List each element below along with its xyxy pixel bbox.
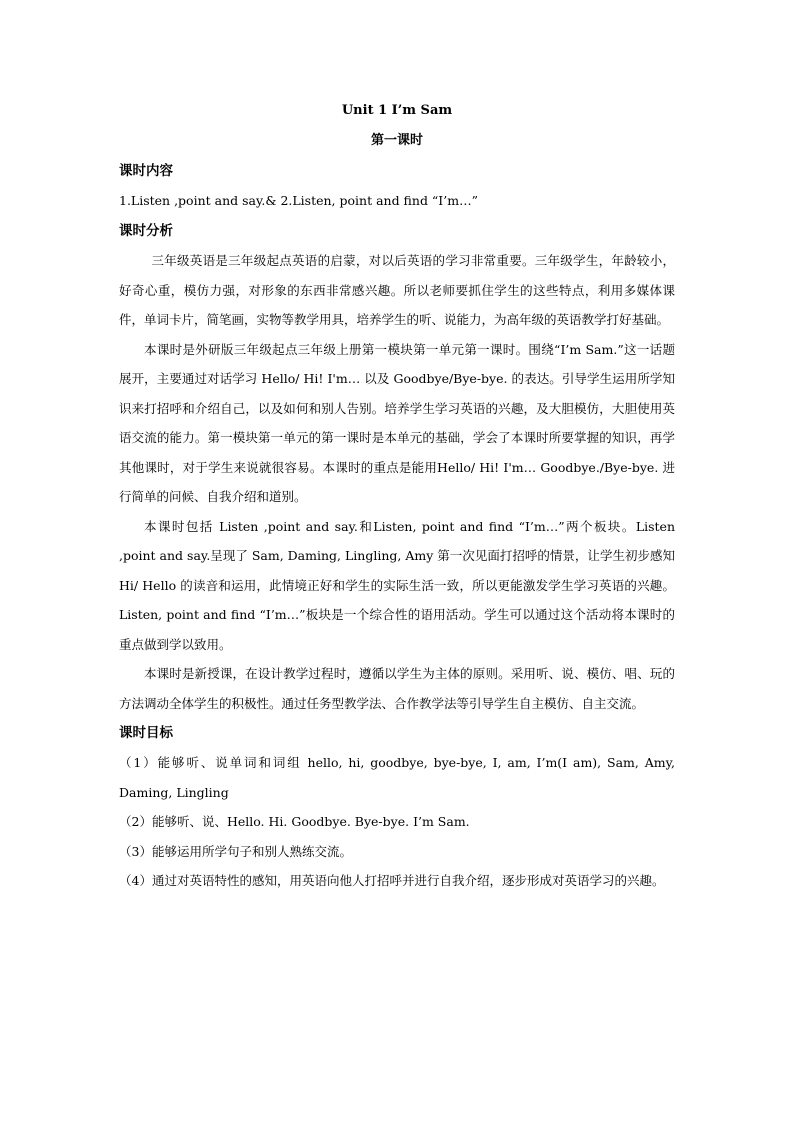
analysis-paragraph: 本课时是外研版三年级起点三年级上册第一模块第一单元第一课时。围绕“I’m Sam.”这一话题展开，主要通过对话学习 Hello/ Hi! I'm… 以及 Goodbye/Bye-bye. 的表达。引导学生运用所学知识来打招呼和介绍自己，以及如何和别人告别。培养学生学习英语的兴趣，及大胆模仿，大胆使用英语交流的能力。第一模块第一单元的第一课时是本单元的基础，学会了本课时所要掌握的知识，再学其他课时，对于学生来说就很容易。本课时的重点是能用Hello/ Hi! I'm… Goodbye./Bye-bye. 进行简单的问候、自我介绍和道别。 — [119, 341, 675, 504]
objective-item: （2）能够听、说、Hello. Hi. Goodbye. Bye-bye. I’m Sam. — [119, 814, 470, 829]
content-text: 1.Listen ,point and say.& 2.Listen, point and find “I’m…” — [119, 193, 478, 208]
document-title: Unit 1 I’m Sam — [341, 103, 453, 118]
objective-item: （3）能够运用所学句子和别人熟练交流。 — [119, 843, 352, 859]
analysis-paragraph: 本课时包括 Listen ,point and say.和Listen, point and find “I’m…”两个板块。Listen ,point and say.呈现了 Sam, Daming, Lingling, Amy 第一次见面打招呼的情景，让学生初步感知 Hi/ Hello 的读音和运用，此情境正好和学生的实际生活一致，所以更能激发学生学习英语的兴趣。Listen, point and find “I’m…”板块是一个综合性的语用活动。学生可以通过这个活动将本课时的重点做到学以致用。 — [119, 518, 675, 652]
analysis-paragraph: 本课时是新授课，在设计教学过程时，遵循以学生为主体的原则。采用听、说、模仿、唱、玩的方法调动全体学生的积极性。通过任务型教学法、合作教学法等引导学生自主模仿、自主交流。 — [119, 666, 675, 711]
section-heading-objectives: 课时目标 — [119, 725, 173, 741]
section-heading-analysis: 课时分析 — [119, 223, 173, 239]
document-page — [119, 96, 675, 896]
document-subtitle: 第一课时 — [370, 133, 423, 148]
objective-item: （4）通过对英语特性的感知，用英语向他人打招呼并进行自我介绍，逐步形成对英语学习的兴趣。 — [119, 873, 665, 888]
objective-item: （1）能够听、说单词和词组 hello, hi, goodbye, bye-bye, I, am, I’m(I am), Sam, Amy, Daming, Lingling — [119, 755, 675, 800]
section-heading-content: 课时内容 — [119, 163, 173, 179]
analysis-paragraph: 三年级英语是三年级起点英语的启蒙，对以后英语的学习非常重要。三年级学生，年龄较小，好奇心重，模仿力强，对形象的东西非常感兴趣。所以老师要抓住学生的这些特点，利用多媒体课件，单词卡片，简笔画，实物等教学用具，培养学生的听、说能力，为高年级的英语教学打好基础。 — [119, 253, 675, 327]
